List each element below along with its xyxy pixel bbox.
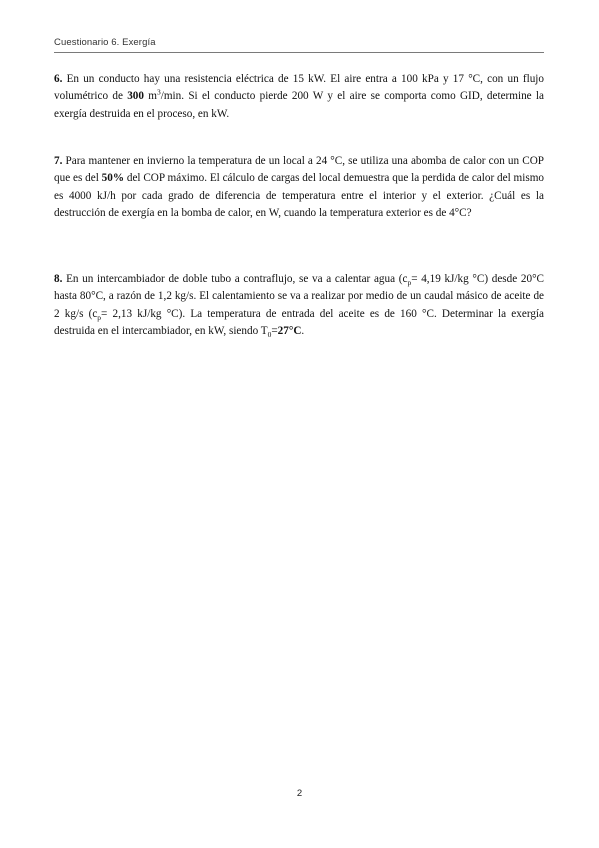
question-7 — [54, 153, 544, 222]
question-6 — [54, 71, 544, 123]
question-text: En un conducto hay una resistencia eléctrica de 15 kW. El aire entra a 100 kPa y 17 °C, con un flujo volumétrico de — [54, 73, 544, 103]
question-text: = 4,19 kJ/kg °C) desde 20°C hasta 80°C, a razón de 1,2 kg/s. El calentamiento se va a realizar por medio de un caudal másico de aceite de 2 kg/s (c — [54, 273, 545, 320]
superscript: 3 — [156, 87, 161, 97]
question-bold-value: 50% — [101, 172, 125, 185]
question-text: En un intercambiador de doble tubo a contraflujo, se va a calentar agua (c — [62, 273, 408, 285]
question-number: 8. — [54, 273, 63, 285]
question-8 — [54, 271, 544, 340]
question-text: . — [301, 324, 305, 337]
question-number: 6. — [54, 73, 63, 85]
subscript: 0 — [267, 330, 272, 340]
subscript: p — [97, 312, 102, 322]
question-text: del COP máximo. El cálculo de cargas del local demuestra que la perdida de calor del mismo es 4000 kJ/h por cada grado de diferencia de temperatura entre el interior y el exterior. ¿Cuál es la destrucción de exergía en la bomba de calor, en W, cuando la temperatura exterior es de 4°C? — [54, 172, 544, 219]
question-number: 7. — [54, 155, 63, 167]
page-number: 2 — [296, 788, 303, 799]
question-text: /min. Si el conducto pierde 200 W y el aire se comporta como GID, determine la exergía destruida en el proceso, en kW. — [54, 90, 545, 120]
question-text: Para mantener en invierno la temperatura de un local a 24 °C, se utiliza una abomba de calor con un COP que es del — [54, 155, 544, 185]
question-bold-value: 27°C — [277, 324, 302, 337]
question-text: m — [143, 90, 157, 103]
header-title: Cuestionario 6. Exergía — [54, 37, 156, 48]
header-divider — [54, 52, 544, 53]
question-text: = 2,13 kJ/kg °C). La temperatura de entrada del aceite es de 160 °C. Determinar la exergía destruida en el intercambiador, en kW, siendo T — [54, 307, 545, 337]
subscript: p — [407, 278, 412, 288]
question-text: = — [271, 324, 278, 337]
question-bold-value: 300 — [127, 90, 144, 103]
